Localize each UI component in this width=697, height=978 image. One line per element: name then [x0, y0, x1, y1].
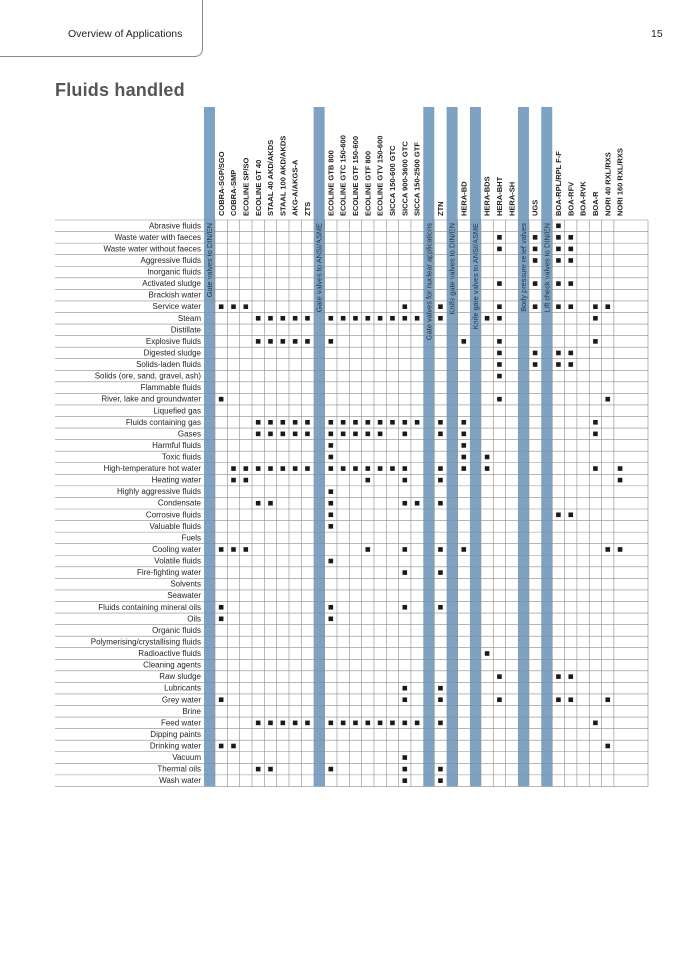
suitability-mark [281, 420, 286, 425]
suitability-mark [618, 547, 623, 552]
column-header: COBRA-SMP [229, 169, 239, 216]
suitability-mark [402, 697, 407, 702]
suitability-mark [219, 697, 224, 702]
suitability-mark [281, 466, 286, 471]
suitability-mark [461, 432, 466, 437]
column-header: NORI 160 RXL/RXS [615, 148, 625, 216]
fluid-label: Solids (ore, sand, gravel, ash) [94, 371, 201, 381]
suitability-mark [268, 420, 273, 425]
suitability-mark [365, 466, 370, 471]
fluid-label: Cleaning agents [143, 660, 201, 670]
fluid-label: Polymerising/crystallising fluids [90, 637, 201, 647]
suitability-mark [244, 304, 249, 309]
fluid-label: Fuels [181, 533, 201, 543]
fluid-label: Fire-fighting water [136, 568, 201, 578]
fluid-label: Explosive fluids [145, 336, 201, 346]
suitability-mark [605, 304, 610, 309]
suitability-mark [438, 478, 443, 483]
fluid-label: High-temperature hot water [103, 464, 201, 474]
fluid-label: Feed water [160, 718, 201, 728]
suitability-mark [353, 466, 358, 471]
suitability-mark [378, 721, 383, 726]
suitability-mark [556, 362, 561, 367]
group-label: Gate valves for nuclear applications [424, 223, 434, 341]
suitability-mark [293, 721, 298, 726]
column-header: BOA-RVK [578, 181, 588, 216]
suitability-mark [378, 432, 383, 437]
fluid-label: Digested sludge [143, 348, 201, 358]
suitability-mark [438, 697, 443, 702]
suitability-mark [533, 304, 538, 309]
column-header: ECOLINE GTC 150-600 [338, 135, 348, 216]
fluid-label: Seawater [167, 591, 201, 601]
fluid-label: Brackish water [148, 290, 201, 300]
suitability-mark [438, 316, 443, 321]
suitability-mark [415, 501, 420, 506]
suitability-mark [365, 316, 370, 321]
suitability-mark [568, 258, 573, 263]
suitability-mark [438, 605, 443, 610]
fluid-label: Service water [152, 302, 201, 312]
page-number: 15 [651, 28, 663, 40]
suitability-mark [497, 397, 502, 402]
suitability-mark [281, 339, 286, 344]
suitability-mark [219, 547, 224, 552]
suitability-mark [353, 721, 358, 726]
suitability-mark [497, 235, 502, 240]
suitability-mark [268, 339, 273, 344]
suitability-mark [438, 432, 443, 437]
suitability-mark [402, 304, 407, 309]
suitability-mark [244, 466, 249, 471]
suitability-mark [390, 466, 395, 471]
suitability-mark [438, 547, 443, 552]
suitability-mark [365, 721, 370, 726]
fluid-label: Highly aggressive fluids [116, 487, 201, 497]
suitability-mark [556, 247, 561, 252]
suitability-mark [402, 316, 407, 321]
group-label: Gate valves to ANSI/ASME [314, 223, 324, 313]
suitability-mark [461, 443, 466, 448]
suitability-mark [402, 466, 407, 471]
suitability-mark [402, 432, 407, 437]
suitability-mark [438, 420, 443, 425]
suitability-mark [390, 316, 395, 321]
fluid-label: Fluids containing gas [125, 417, 201, 427]
suitability-mark [293, 339, 298, 344]
suitability-mark [231, 744, 236, 749]
fluid-label: Dipping paints [150, 729, 201, 739]
column-header: ECOLINE GTV 150-600 [375, 135, 385, 216]
suitability-mark [568, 362, 573, 367]
suitability-mark [556, 697, 561, 702]
suitability-mark [219, 605, 224, 610]
suitability-mark [365, 432, 370, 437]
suitability-mark [593, 420, 598, 425]
fluid-label: Liquefied gas [153, 406, 201, 416]
suitability-mark [415, 316, 420, 321]
suitability-mark [378, 420, 383, 425]
suitability-mark [329, 767, 334, 772]
suitability-mark [305, 466, 310, 471]
suitability-mark [438, 686, 443, 691]
fluid-label: Vacuum [172, 753, 201, 763]
suitability-mark [305, 316, 310, 321]
fluid-label: Condensate [157, 498, 201, 508]
column-header: ECOLINE GTF 150-600 [351, 135, 361, 216]
suitability-mark [329, 316, 334, 321]
suitability-mark [329, 489, 334, 494]
group-band [204, 107, 215, 786]
fluid-label: Gases [177, 429, 201, 439]
fluid-label: Volatile fluids [154, 556, 201, 566]
suitability-mark [402, 478, 407, 483]
suitability-mark [556, 235, 561, 240]
suitability-mark [438, 721, 443, 726]
suitability-mark [365, 420, 370, 425]
suitability-mark [568, 512, 573, 517]
suitability-mark [390, 721, 395, 726]
suitability-mark [533, 281, 538, 286]
column-header: AKG-A/AKGS-A [290, 159, 300, 216]
column-header: HERA-BD [459, 181, 469, 216]
suitability-mark [556, 281, 561, 286]
column-header: NORI 40 RXL/RXS [603, 152, 613, 216]
suitability-mark [256, 466, 261, 471]
suitability-mark [461, 455, 466, 460]
fluid-label: Drinking water [149, 741, 201, 751]
suitability-mark [438, 778, 443, 783]
suitability-mark [438, 466, 443, 471]
suitability-mark [497, 674, 502, 679]
suitability-mark [281, 432, 286, 437]
suitability-mark [556, 258, 561, 263]
suitability-mark [329, 512, 334, 517]
suitability-mark [605, 697, 610, 702]
suitability-mark [268, 721, 273, 726]
column-header: ZTN [436, 201, 446, 216]
group-label: Knife gate valves to DIN/EN [447, 222, 457, 315]
fluid-label: Cooling water [152, 544, 201, 554]
column-header: SICCA 900-3600 GTC [400, 141, 410, 216]
suitability-mark [268, 501, 273, 506]
column-header: ECOLINE SP/SO [241, 157, 251, 216]
group-band [314, 107, 325, 786]
suitability-mark [568, 247, 573, 252]
suitability-mark [402, 570, 407, 575]
fluid-label: Wash water [159, 776, 201, 786]
suitability-mark [231, 478, 236, 483]
suitability-mark [556, 512, 561, 517]
suitability-mark [268, 316, 273, 321]
fluid-label: Corrosive fluids [145, 510, 201, 520]
suitability-mark [281, 721, 286, 726]
fluid-label: Oils [187, 614, 201, 624]
fluid-label: Steam [177, 313, 201, 323]
suitability-mark [353, 316, 358, 321]
column-header: STAAL 100 AKD/AKDS [278, 135, 288, 216]
suitability-mark [497, 697, 502, 702]
suitability-mark [593, 466, 598, 471]
suitability-mark [593, 432, 598, 437]
group-band [470, 107, 481, 786]
suitability-mark [268, 767, 273, 772]
suitability-mark [341, 466, 346, 471]
suitability-mark [353, 420, 358, 425]
suitability-mark [556, 351, 561, 356]
suitability-mark [438, 501, 443, 506]
fluid-label: Raw sludge [159, 672, 201, 682]
suitability-mark [402, 605, 407, 610]
fluid-label: Activated sludge [142, 279, 201, 289]
fluid-label: Radioactive fluids [138, 649, 201, 659]
suitability-mark [438, 304, 443, 309]
suitability-mark [568, 281, 573, 286]
suitability-mark [256, 721, 261, 726]
column-header: COBRA-SGP/SGO [216, 151, 226, 216]
suitability-mark [618, 478, 623, 483]
fluid-label: Solids-laden fluids [136, 360, 201, 370]
suitability-mark [593, 316, 598, 321]
suitability-mark [402, 686, 407, 691]
suitability-mark [268, 466, 273, 471]
suitability-mark [593, 721, 598, 726]
suitability-mark [605, 547, 610, 552]
header-title: Overview of Applications [68, 28, 183, 40]
suitability-mark [402, 501, 407, 506]
suitability-mark [329, 420, 334, 425]
group-label: Gate valves to DIN/EN [205, 223, 215, 298]
group-band [423, 107, 434, 786]
suitability-mark [293, 466, 298, 471]
suitability-mark [341, 432, 346, 437]
suitability-mark [305, 432, 310, 437]
suitability-mark [618, 466, 623, 471]
suitability-mark [365, 478, 370, 483]
group-label: Lift check valves to DIN/EN [542, 223, 552, 313]
suitability-mark [329, 501, 334, 506]
column-header: HERA-BDS [482, 176, 492, 216]
suitability-mark [329, 617, 334, 622]
suitability-mark [497, 304, 502, 309]
fluid-label: Aggressive fluids [140, 255, 201, 265]
column-header: BOA-R [591, 191, 601, 216]
column-header: SICCA 150-600 GTC [388, 145, 398, 216]
fluid-label: Toxic fluids [161, 452, 201, 462]
fluid-label: River, lake and groundwater [101, 394, 201, 404]
suitability-mark [438, 767, 443, 772]
column-header: ECOLINE GT 40 [253, 159, 263, 216]
suitability-mark [485, 316, 490, 321]
suitability-mark [402, 420, 407, 425]
suitability-mark [329, 339, 334, 344]
suitability-mark [438, 570, 443, 575]
fluid-label: Waste water with faeces [114, 232, 201, 242]
suitability-mark [231, 466, 236, 471]
fluid-label: Heating water [151, 475, 201, 485]
fluid-label: Inorganic fluids [147, 267, 201, 277]
suitability-mark [533, 247, 538, 252]
suitability-mark [219, 397, 224, 402]
fluid-label: Distillate [170, 325, 201, 335]
suitability-mark [485, 466, 490, 471]
fluid-label: Fluids containing mineral oils [98, 602, 201, 612]
suitability-mark [341, 721, 346, 726]
suitability-mark [497, 316, 502, 321]
suitability-mark [415, 420, 420, 425]
suitability-mark [568, 674, 573, 679]
suitability-mark [244, 478, 249, 483]
fluid-label: Harmful fluids [152, 440, 201, 450]
suitability-mark [341, 420, 346, 425]
suitability-mark [402, 778, 407, 783]
suitability-mark [461, 339, 466, 344]
suitability-mark [365, 547, 370, 552]
suitability-mark [461, 547, 466, 552]
suitability-mark [268, 432, 273, 437]
suitability-mark [402, 755, 407, 760]
suitability-mark [568, 235, 573, 240]
suitability-mark [329, 432, 334, 437]
suitability-mark [402, 721, 407, 726]
column-header: ECOLINE GTF 800 [363, 150, 373, 216]
fluid-label: Valuable fluids [149, 521, 201, 531]
suitability-mark [605, 397, 610, 402]
suitability-mark [256, 767, 261, 772]
group-band [518, 107, 529, 786]
suitability-mark [231, 547, 236, 552]
suitability-mark [402, 767, 407, 772]
suitability-mark [341, 316, 346, 321]
column-header: ZTS [303, 201, 313, 216]
suitability-mark [329, 524, 334, 529]
suitability-mark [256, 339, 261, 344]
section-title: Fluids handled [55, 80, 185, 100]
suitability-mark [497, 339, 502, 344]
suitability-mark [256, 501, 261, 506]
suitability-mark [378, 316, 383, 321]
fluid-label: Lubricants [164, 683, 201, 693]
suitability-mark [293, 316, 298, 321]
suitability-mark [305, 721, 310, 726]
suitability-mark [293, 432, 298, 437]
suitability-mark [256, 316, 261, 321]
suitability-mark [329, 466, 334, 471]
suitability-mark [497, 362, 502, 367]
suitability-mark [485, 455, 490, 460]
suitability-mark [605, 744, 610, 749]
column-header: HERA-BHT [495, 176, 505, 216]
column-header: STAAL 40 AKD/AKDS [266, 139, 276, 216]
fluid-label: Abrasive fluids [148, 221, 201, 231]
group-label: Knife gate valves to ANSI/ASME [471, 223, 481, 330]
fluid-label: Organic fluids [152, 625, 201, 635]
suitability-mark [378, 466, 383, 471]
suitability-mark [219, 617, 224, 622]
suitability-mark [556, 674, 561, 679]
suitability-mark [461, 420, 466, 425]
suitability-mark [402, 547, 407, 552]
suitability-mark [556, 223, 561, 228]
suitability-mark [497, 351, 502, 356]
suitability-mark [329, 443, 334, 448]
group-label: Body pressure relief valves [519, 223, 529, 312]
suitability-mark [256, 432, 261, 437]
suitability-mark [461, 466, 466, 471]
fluid-label: Grey water [161, 695, 201, 705]
suitability-mark [533, 235, 538, 240]
fluid-label: Brine [182, 706, 201, 716]
suitability-mark [244, 547, 249, 552]
suitability-mark [329, 455, 334, 460]
suitability-mark [568, 697, 573, 702]
suitability-mark [556, 304, 561, 309]
column-header: UGS [530, 199, 540, 216]
suitability-mark [593, 304, 598, 309]
fluid-label: Flammable fluids [140, 383, 201, 393]
suitability-mark [497, 281, 502, 286]
suitability-mark [533, 362, 538, 367]
suitability-mark [281, 316, 286, 321]
suitability-mark [390, 420, 395, 425]
suitability-mark [305, 420, 310, 425]
suitability-mark [231, 304, 236, 309]
column-header: BOA-RFV [566, 181, 576, 216]
suitability-mark [353, 432, 358, 437]
fluid-label: Thermal oils [157, 764, 201, 774]
suitability-mark [533, 351, 538, 356]
suitability-mark [293, 420, 298, 425]
column-header: BOA-RPL/RPL F-F [554, 151, 564, 216]
group-band [447, 107, 458, 786]
suitability-mark [219, 744, 224, 749]
column-header: ECOLINE GTB 800 [326, 150, 336, 216]
suitability-mark [568, 304, 573, 309]
fluid-label: Waste water without faeces [103, 244, 201, 254]
suitability-mark [305, 339, 310, 344]
suitability-mark [256, 420, 261, 425]
suitability-mark [329, 559, 334, 564]
suitability-mark [497, 374, 502, 379]
suitability-mark [219, 304, 224, 309]
suitability-mark [415, 721, 420, 726]
column-header: HERA-SH [507, 181, 517, 216]
suitability-mark [485, 651, 490, 656]
fluid-label: Solvents [170, 579, 201, 589]
column-header: SICCA 150-2500 GTF [412, 142, 422, 216]
group-band [541, 107, 552, 786]
suitability-mark [329, 721, 334, 726]
suitability-mark [568, 351, 573, 356]
suitability-mark [329, 605, 334, 610]
suitability-mark [533, 258, 538, 263]
suitability-mark [593, 339, 598, 344]
suitability-mark [497, 247, 502, 252]
